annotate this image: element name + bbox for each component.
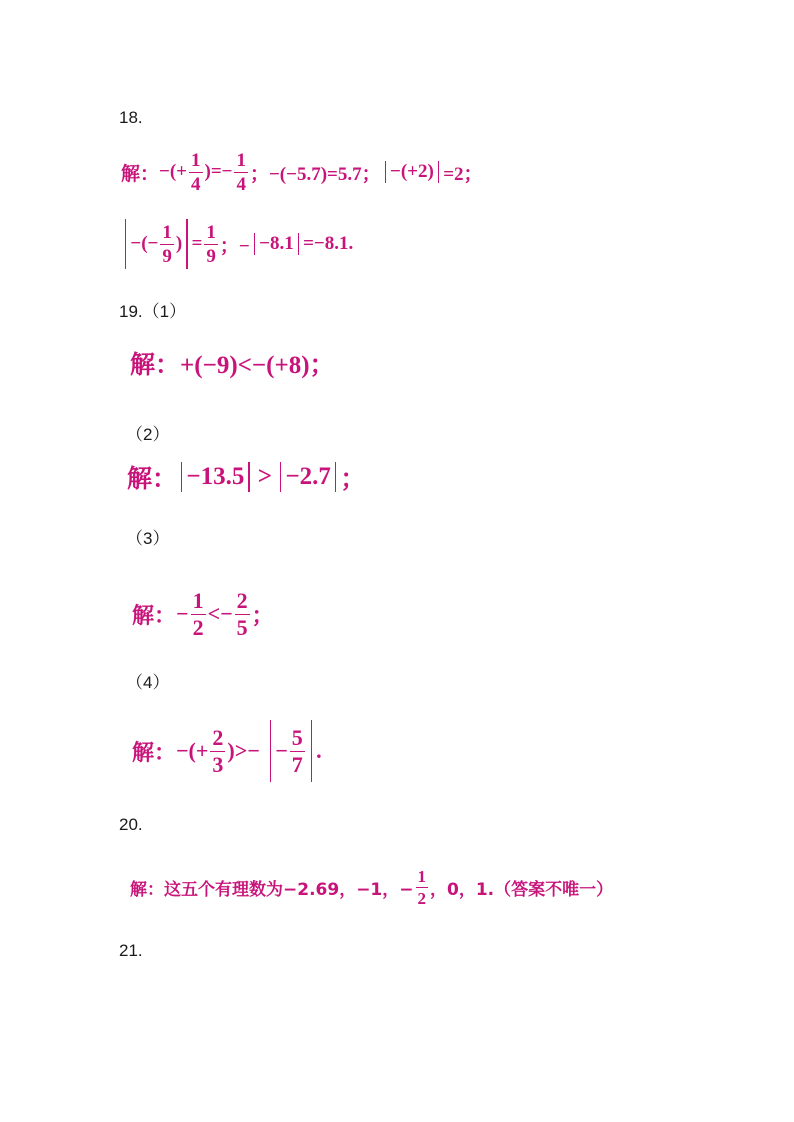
expr-part: − <box>275 738 288 763</box>
expr-part: . <box>316 738 322 763</box>
abs-bar <box>125 219 126 269</box>
abs-bar <box>385 161 386 183</box>
expr-part: −(+ <box>176 738 209 763</box>
expr-part: −2.7 <box>285 463 331 490</box>
abs-bar <box>186 219 187 269</box>
expr-part: −(+ <box>159 161 187 182</box>
expr-part: −8.1 <box>259 233 294 254</box>
q19-part-3-answer <box>132 584 274 644</box>
expr-part: <− <box>207 601 233 626</box>
fraction-1-4: $\frac{1}{4}$ <box>191 149 201 195</box>
q19-part-2-answer <box>127 458 365 496</box>
expr-part: ) <box>175 233 183 254</box>
question-number-19-part-1: 19.（1） <box>119 302 187 321</box>
fraction-1-9: $\frac{1}{9}$ <box>162 221 172 267</box>
fraction-1-2: $\frac{1}{2}$ <box>192 587 204 640</box>
answer-prefix: 解： <box>132 603 177 629</box>
part-number-2: （2） <box>126 425 170 444</box>
abs-bar <box>280 462 281 492</box>
expr-part: = <box>191 233 203 254</box>
abs-bar <box>181 462 182 492</box>
abs-bar <box>270 720 271 782</box>
expr-part: ； <box>340 466 366 493</box>
expr-part: −13.5 <box>186 463 245 490</box>
expr-part: ；− <box>219 235 250 257</box>
expr-part: )>− <box>227 738 260 763</box>
fraction-1-9: $\frac{1}{9}$ <box>206 221 216 267</box>
answer-prefix: 解： <box>132 740 177 766</box>
part-number-3: （3） <box>126 529 170 548</box>
fraction-5-7: $\frac{5}{7}$ <box>291 724 303 777</box>
answer-prefix: 解： <box>130 350 181 379</box>
fraction-2-5: $\frac{2}{5}$ <box>236 587 248 640</box>
expr-part: > <box>257 463 273 490</box>
fraction-1-4: $\frac{1}{4}$ <box>236 149 246 195</box>
fraction-1-2: $\frac{1}{2}$ <box>417 866 427 908</box>
expr-part: ；−(−5.7)=5.7； <box>249 163 381 185</box>
expr-part: ； <box>251 602 274 628</box>
expr-part: =2； <box>443 163 483 185</box>
answer-prefix: 解： <box>127 464 178 493</box>
q19-part-4-answer <box>132 718 322 784</box>
part-number-4: （4） <box>126 673 170 692</box>
fraction-2-3: $\frac{2}{3}$ <box>212 724 224 777</box>
expr-part: − <box>176 601 189 626</box>
answer-prefix: 解： <box>121 162 160 185</box>
abs-bar <box>311 720 312 782</box>
expr-part: =−8.1. <box>303 233 354 254</box>
question-number-18: 18. <box>119 108 143 127</box>
q19-part-1-answer <box>130 344 335 382</box>
answer-prefix: 解： <box>130 879 164 900</box>
abs-bar <box>438 161 439 183</box>
abs-bar <box>335 462 336 492</box>
expr-part: −(− <box>130 233 159 254</box>
question-number-20: 20. <box>119 815 143 834</box>
q18-answer-line-2 <box>121 218 353 270</box>
abs-bar <box>254 233 255 255</box>
expr-part: +(−9)<−(+8)； <box>180 352 335 379</box>
answer-text: ，0，1.（答案不唯一） <box>430 879 614 900</box>
q18-answer-line-1 <box>121 150 483 194</box>
answer-text: 这五个有理数为−2.69，−1，− <box>164 879 414 900</box>
abs-bar <box>298 233 299 255</box>
question-number-21: 21. <box>119 941 143 960</box>
expr-part: −(+2) <box>390 161 434 182</box>
expr-part: )=− <box>204 161 233 182</box>
q20-answer <box>130 862 613 912</box>
abs-bar <box>248 462 249 492</box>
